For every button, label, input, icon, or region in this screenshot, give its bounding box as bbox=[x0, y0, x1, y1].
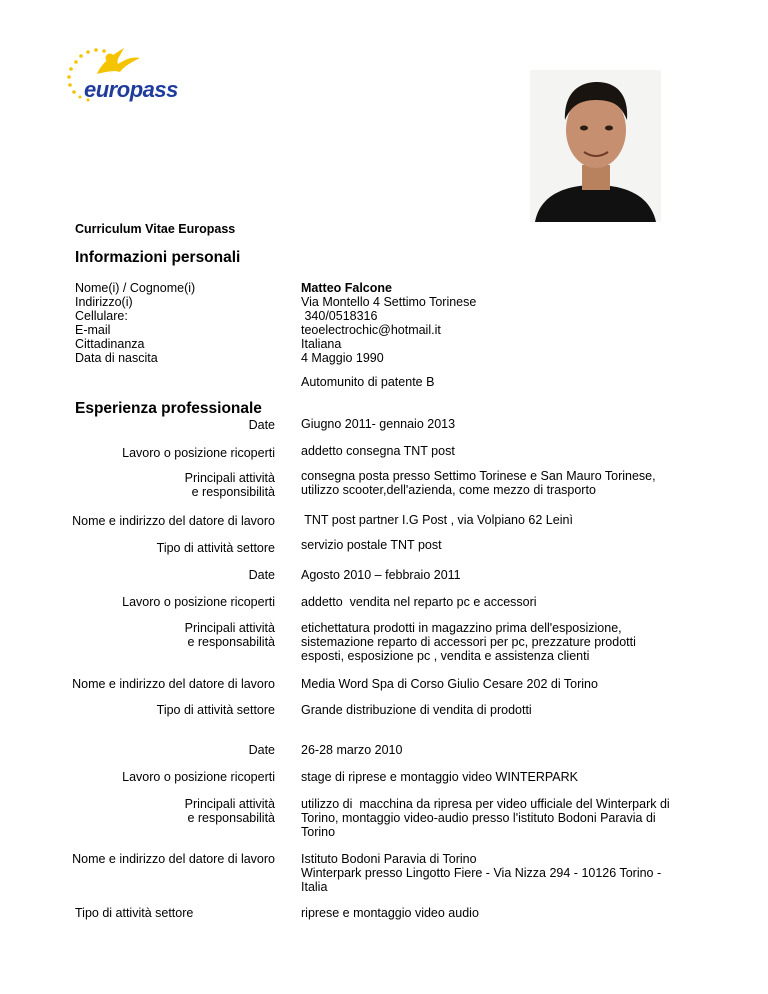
driving-license: Automunito di patente B bbox=[301, 375, 435, 389]
job3-date: 26-28 marzo 2010 bbox=[301, 743, 403, 757]
profile-photo bbox=[530, 70, 661, 222]
job1-position: addetto consegna TNT post bbox=[301, 444, 455, 458]
job2-position: addetto vendita nel reparto pc e accessori bbox=[301, 595, 537, 609]
job2-activities-label: Principali attività e responsabilità bbox=[184, 621, 275, 649]
job1-employer-label: Nome e indirizzo del datore di lavoro bbox=[72, 514, 275, 528]
job3-employer: Istituto Bodoni Paravia di Torino Winterpark presso Lingotto Fiere - Via Nizza 294 - 10126 Torino - Italia bbox=[301, 852, 662, 894]
full-name: Matteo Falcone bbox=[301, 281, 392, 295]
job2-employer-label: Nome e indirizzo del datore di lavoro bbox=[72, 677, 275, 691]
job2-employer: Media Word Spa di Corso Giulio Cesare 202 di Torino bbox=[301, 677, 598, 691]
job1-sector-label: Tipo di attività settore bbox=[156, 541, 275, 555]
job3-position-label: Lavoro o posizione ricoperti bbox=[122, 770, 275, 784]
job3-date-label: Date bbox=[248, 743, 275, 757]
job3-activities: utilizzo di macchina da ripresa per video ufficiale del Winterpark di Torino, montaggio video-audio presso l'istituto Bodoni Paravia di Torino bbox=[301, 797, 670, 839]
personal-labels bbox=[75, 281, 275, 365]
citizenship-label: Cittadinanza bbox=[75, 337, 145, 351]
europass-logo bbox=[62, 40, 180, 110]
job3-activities-label: Principali attività e responsabilità bbox=[184, 797, 275, 825]
job2-date: Agosto 2010 – febbraio 2011 bbox=[301, 568, 461, 582]
citizenship-value: Italiana bbox=[301, 337, 342, 351]
job2-activities: etichettatura prodotti in magazzino prima dell'esposizione, sistemazione reparto di accessori per pc, prezzature prodotti esposti, esposizione pc , vendita e assistenza clienti bbox=[301, 621, 636, 663]
cv-title: Curriculum Vitae Europass bbox=[75, 222, 236, 236]
job2-sector-label: Tipo di attività settore bbox=[156, 703, 275, 717]
mobile-label: Cellulare: bbox=[75, 309, 128, 323]
job2-position-label: Lavoro o posizione ricoperti bbox=[122, 595, 275, 609]
job2-sector: Grande distribuzione di vendita di prodotti bbox=[301, 703, 532, 717]
europass-wordmark: europass bbox=[84, 77, 178, 102]
email-label: E-mail bbox=[75, 323, 111, 337]
birthdate-label: Data di nascita bbox=[75, 351, 158, 365]
job3-employer-label: Nome e indirizzo del datore di lavoro bbox=[72, 852, 275, 866]
mobile-value: 340/0518316 bbox=[301, 309, 378, 323]
job2-date-label: Date bbox=[248, 568, 275, 582]
job1-position-label: Lavoro o posizione ricoperti bbox=[122, 446, 275, 460]
job1-activities-label: Principali attività e responsibilità bbox=[184, 471, 275, 499]
personal-info-heading: Informazioni personali bbox=[75, 249, 241, 266]
job1-employer: TNT post partner I.G Post , via Volpiano 62 Leinì bbox=[301, 513, 573, 527]
job3-position: stage di riprese e montaggio video WINTERPARK bbox=[301, 770, 578, 784]
birthdate-value: 4 Maggio 1990 bbox=[301, 351, 384, 365]
email-value: teoelectrochic@hotmail.it bbox=[301, 323, 441, 337]
personal-values bbox=[301, 281, 701, 365]
job1-date-label: Date bbox=[248, 418, 275, 432]
experience-heading: Esperienza professionale bbox=[75, 400, 262, 417]
job3-sector: riprese e montaggio video audio bbox=[301, 906, 479, 920]
name-label: Nome(i) / Cognome(i) bbox=[75, 281, 196, 295]
address-value: Via Montello 4 Settimo Torinese bbox=[301, 295, 477, 309]
job1-activities: consegna posta presso Settimo Torinese e San Mauro Torinese, utilizzo scooter,dell'azienda, come mezzo di trasporto bbox=[301, 469, 656, 497]
address-label: Indirizzo(i) bbox=[75, 295, 133, 309]
job1-sector: servizio postale TNT post bbox=[301, 538, 442, 552]
job1-date: Giugno 2011- gennaio 2013 bbox=[301, 417, 456, 431]
job3-sector-label: Tipo di attività settore bbox=[75, 906, 194, 920]
